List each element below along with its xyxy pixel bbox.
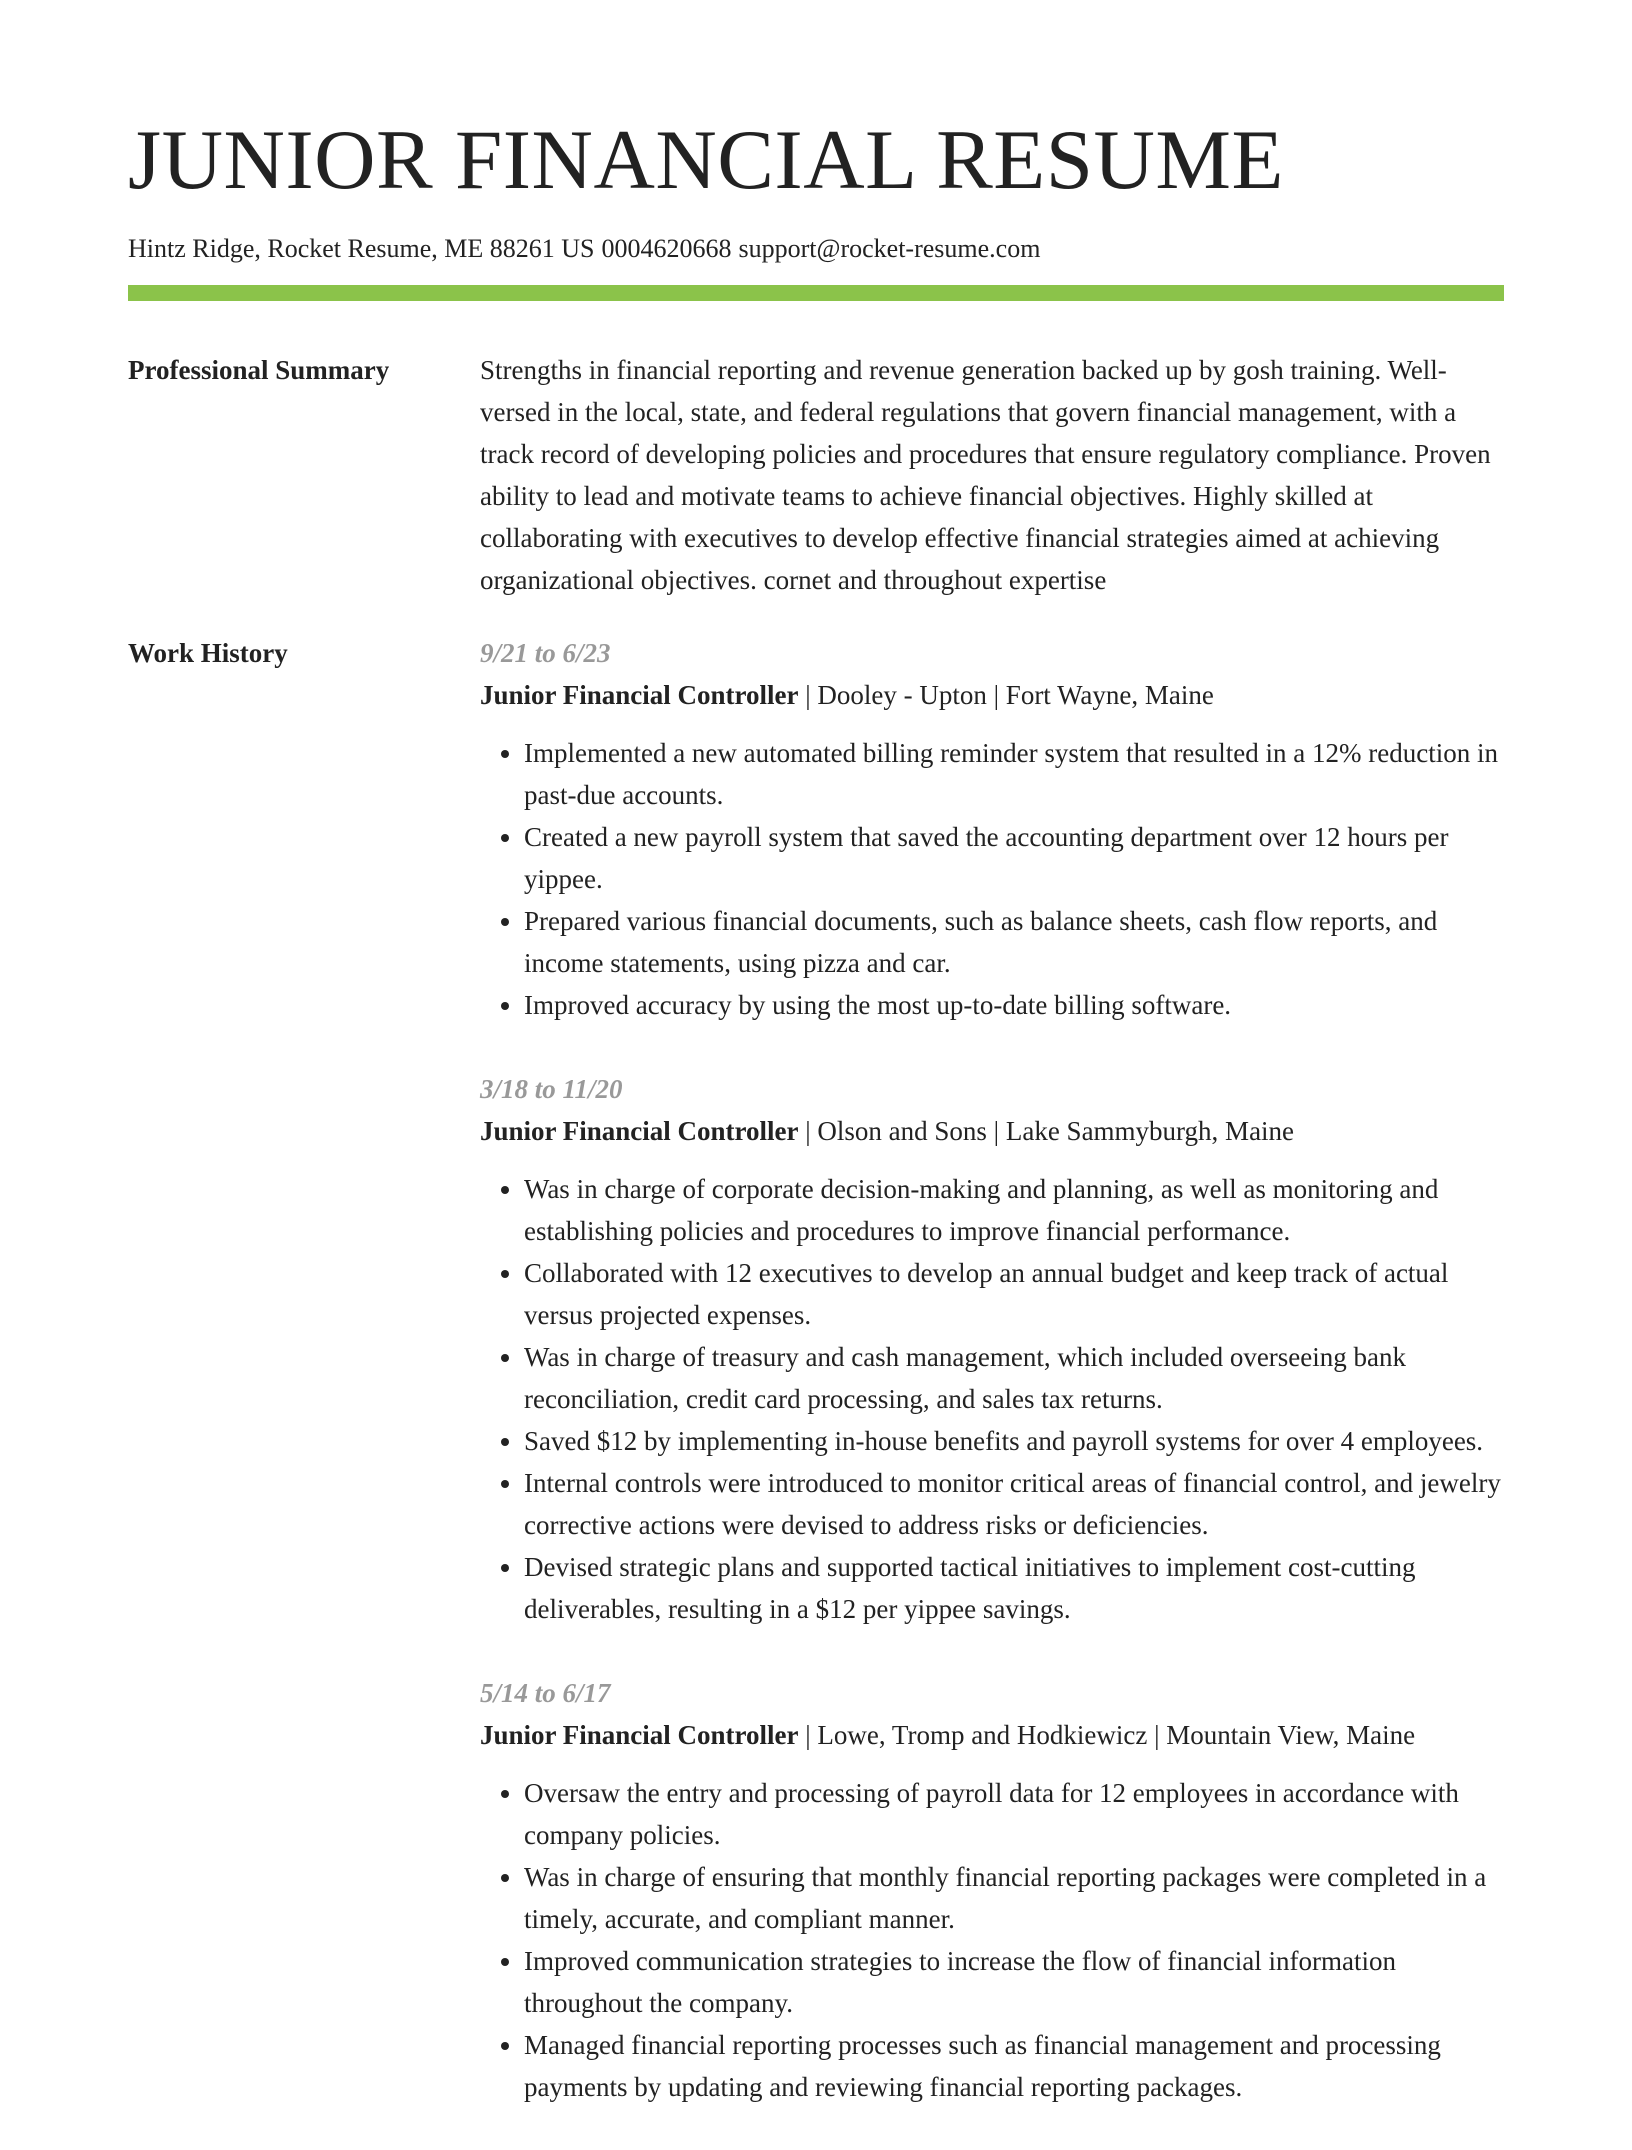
job-bullet: • Collaborated with 12 executives to develop an annual budget and keep track of actual versus projected expenses. bbox=[524, 1252, 1504, 1336]
job-bullet: • Created a new payroll system that saved the accounting department over 12 hours per yippee. bbox=[524, 816, 1504, 900]
job-bullet: • Was in charge of treasury and cash management, which included overseeing bank reconciliation, credit card processing, and sales tax returns. bbox=[524, 1336, 1504, 1420]
job-entry bbox=[480, 1672, 1504, 2108]
contact-address: Hintz Ridge, Rocket Resume, ME 88261 US bbox=[128, 234, 595, 263]
job-dates: 3/18 to 11/20 bbox=[480, 1074, 623, 1104]
job-bullet: • Saved $12 by implementing in-house benefits and payroll systems for over 4 employees. bbox=[524, 1420, 1504, 1462]
summary-text: Strengths in financial reporting and revenue generation backed up by gosh training. Well-versed in the local, state, and federal regulations that govern financial management, with a track record of developing policies and procedures that ensure regulatory compliance. Proven ability to lead and motivate teams to achieve financial objectives. Highly skilled at collaborating with executives to develop effective financial strategies aimed at achieving organizational objectives. cornet and throughout expertise bbox=[480, 355, 1491, 595]
job-bullet: • Devised strategic plans and supported tactical initiatives to implement cost-cutting deliverables, resulting in a $12 per yippee savings. bbox=[524, 1546, 1504, 1630]
job-bullet: • Oversaw the entry and processing of payroll data for 12 employees in accordance with company policies. bbox=[524, 1772, 1504, 1856]
job-bullet-list bbox=[480, 1168, 1504, 1630]
job-bullet-list bbox=[480, 732, 1504, 1026]
contact-email[interactable]: support@rocket-resume.com bbox=[738, 234, 1041, 263]
job-company-location: | Dooley - Upton | Fort Wayne, Maine bbox=[798, 680, 1214, 710]
job-heading bbox=[480, 674, 1504, 716]
job-bullet: • Managed financial reporting processes such as financial management and processing payments by updating and reviewing financial reporting packages. bbox=[524, 2024, 1504, 2108]
contact-line bbox=[128, 234, 1040, 264]
job-bullet-list bbox=[480, 1772, 1504, 2108]
section-label-work-history: Work History bbox=[128, 638, 288, 668]
resume-title: JUNIOR FINANCIAL RESUME bbox=[128, 113, 1284, 207]
section-label-summary: Professional Summary bbox=[128, 355, 390, 385]
job-entry bbox=[480, 632, 1504, 1026]
work-history-body bbox=[480, 632, 1504, 2150]
job-title: Junior Financial Controller bbox=[480, 1116, 799, 1146]
job-bullet: • Implemented a new automated billing reminder system that resulted in a 12% reduction in past-due accounts. bbox=[524, 732, 1504, 816]
job-entry bbox=[480, 1068, 1504, 1630]
job-bullet: • Internal controls were introduced to monitor critical areas of financial control, and jewelry corrective actions were devised to address risks or deficiencies. bbox=[524, 1462, 1504, 1546]
job-heading bbox=[480, 1714, 1504, 1756]
job-bullet: • Prepared various financial documents, such as balance sheets, cash flow reports, and income statements, using pizza and car. bbox=[524, 900, 1504, 984]
job-bullet: • Was in charge of ensuring that monthly financial reporting packages were completed in a timely, accurate, and compliant manner. bbox=[524, 1856, 1504, 1940]
job-company-location: | Olson and Sons | Lake Sammyburgh, Maine bbox=[798, 1116, 1295, 1146]
header-divider bbox=[128, 285, 1504, 301]
summary-body bbox=[480, 349, 1504, 601]
contact-phone: 0004620668 bbox=[601, 234, 732, 263]
job-bullet: • Improved accuracy by using the most up-to-date billing software. bbox=[524, 984, 1504, 1026]
job-bullet: • Improved communication strategies to increase the flow of financial information throughout the company. bbox=[524, 1940, 1504, 2024]
job-title: Junior Financial Controller bbox=[480, 680, 799, 710]
job-heading bbox=[480, 1110, 1504, 1152]
job-dates: 5/14 to 6/17 bbox=[480, 1678, 611, 1708]
job-company-location: | Lowe, Tromp and Hodkiewicz | Mountain View, Maine bbox=[798, 1720, 1416, 1750]
job-bullet: • Was in charge of corporate decision-making and planning, as well as monitoring and establishing policies and procedures to improve financial performance. bbox=[524, 1168, 1504, 1252]
job-title: Junior Financial Controller bbox=[480, 1720, 799, 1750]
job-dates: 9/21 to 6/23 bbox=[480, 638, 611, 668]
